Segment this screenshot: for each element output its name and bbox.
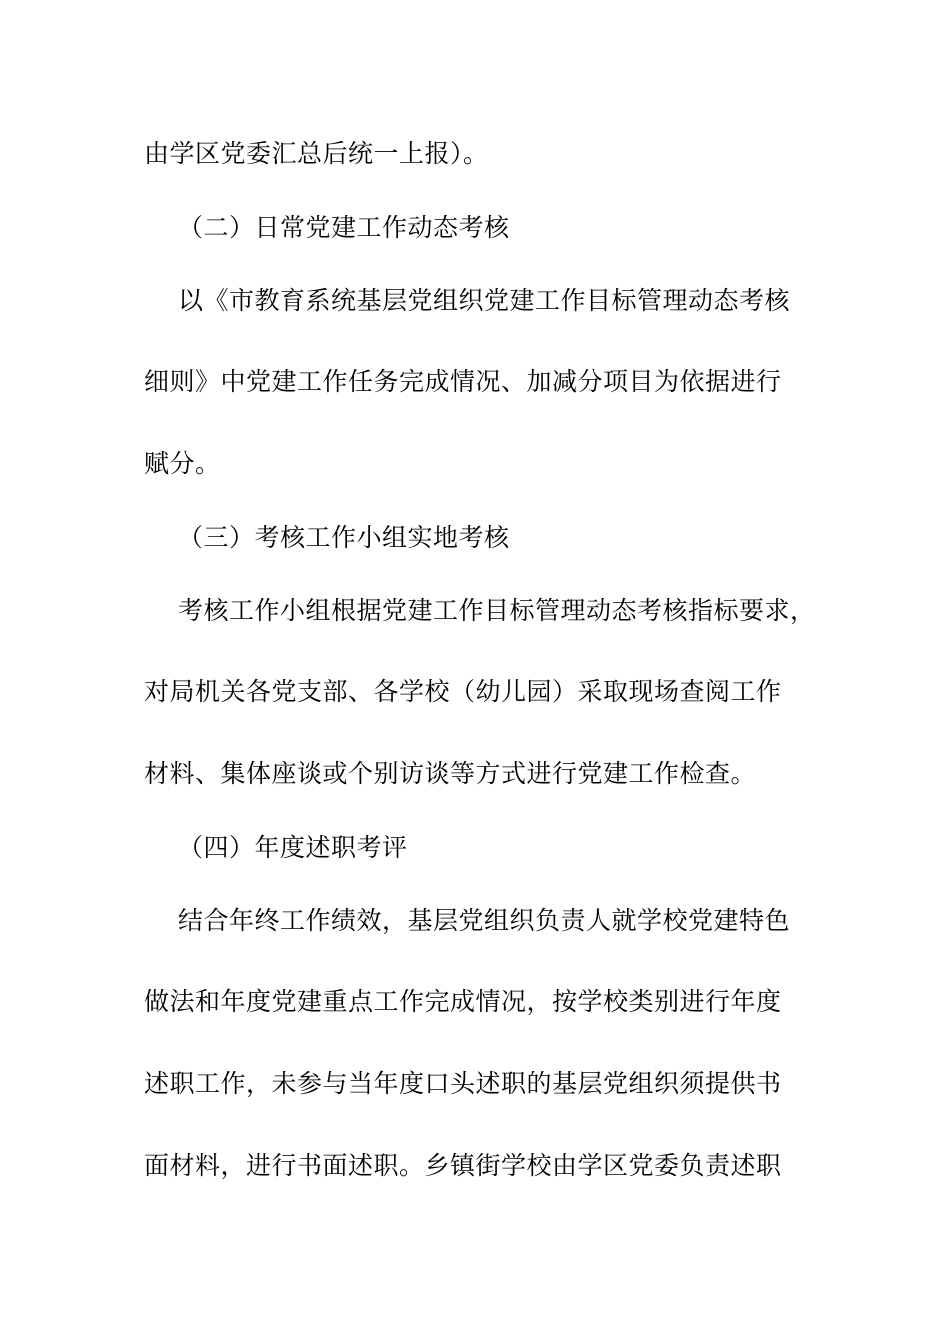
paragraph-line: 对局机关各党支部、各学校（幼儿园）采取现场查阅工作: [144, 677, 782, 706]
paragraph-line: 述职工作，未参与当年度口头述职的基层党组织须提供书: [144, 1069, 782, 1098]
paragraph-line: 细则》中党建工作任务完成情况、加减分项目为依据进行: [144, 367, 782, 396]
paragraph-line: 面材料，进行书面述职。乡镇街学校由学区党委负责述职: [144, 1151, 782, 1180]
paragraph-line: 考核工作小组根据党建工作目标管理动态考核指标要求，: [178, 596, 816, 625]
section-heading-3: （三）考核工作小组实地考核: [178, 523, 510, 552]
paragraph-continuation-line: 由学区党委汇总后统一上报）。: [144, 139, 489, 168]
paragraph-line: 结合年终工作绩效，基层党组织负责人就学校党建特色: [178, 906, 791, 935]
section-heading-2: （二）日常党建工作动态考核: [178, 213, 510, 242]
section-heading-4: （四）年度述职考评: [178, 833, 408, 862]
paragraph-line: 赋分。: [144, 449, 221, 478]
paragraph-line: 以《市教育系统基层党组织党建工作目标管理动态考核: [178, 286, 791, 315]
paragraph-line: 材料、集体座谈或个别访谈等方式进行党建工作检查。: [144, 759, 757, 788]
paragraph-line: 做法和年度党建重点工作完成情况，按学校类别进行年度: [144, 987, 782, 1016]
